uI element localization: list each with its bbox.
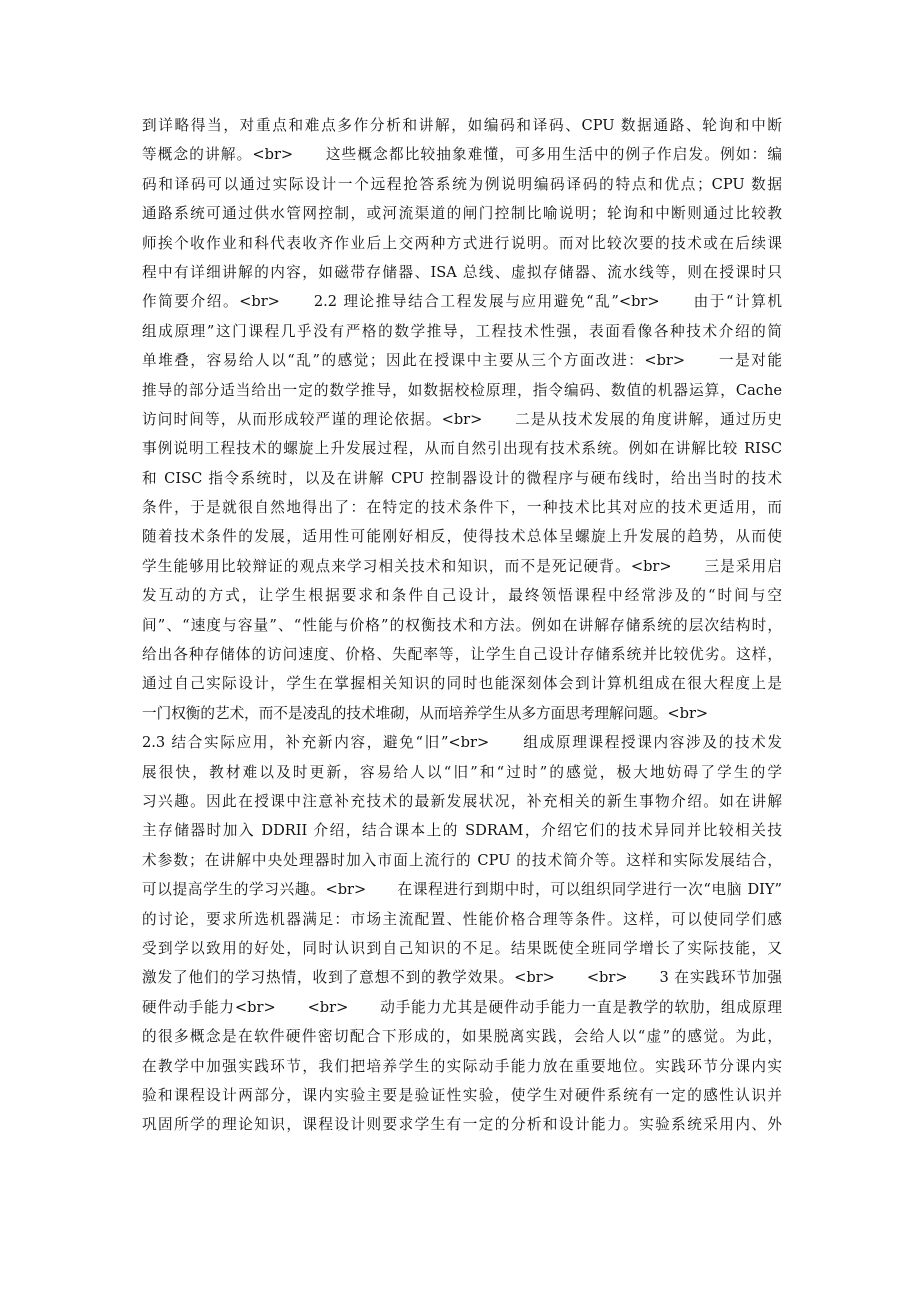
text-line: 到详略得当，对重点和难点多作分析和讲解，如编码和译码、CPU 数据通路、轮询和中断: [142, 117, 782, 134]
document-body: [142, 111, 782, 1140]
text-line: 码和译码可以通过实际设计一个远程抢答系统为例说明编码译码的特点和优点；CPU 数据: [142, 175, 782, 193]
text-line: 硬件动手能力<br> <br> 动手能力尤其是硬件动手能力一直是教学的软肋，组成原理: [142, 998, 782, 1016]
text-line: 等概念的讲解。<br> 这些概念都比较抽象难懂，可多用生活中的例子作启发。例如：编: [142, 146, 782, 164]
text-line: 师挨个收作业和科代表收齐作业后上交两种方式进行说明。而对比较次要的技术或在后续课: [142, 234, 782, 252]
text-line: 间”、“速度与容量”、“性能与价格”的权衡技术和方法。例如在讲解存储系统的层次结构时，: [142, 616, 782, 634]
text-line: 推导的部分适当给出一定的数学推导，如数据校检原理，指令编码、数值的机器运算，Cache: [142, 381, 782, 399]
text-line: 激发了他们的学习热情，收到了意想不到的教学效果。<br> <br> 3 在实践环节加强: [142, 969, 782, 987]
text-line: 受到学以致用的好处，同时认识到自己知识的不足。结果既使全班同学增长了实际技能，又: [142, 939, 782, 957]
text-line: 作简要介绍。<br> 2.2 理论推导结合工程发展与应用避免“乱”<br> 由于“计算机: [142, 293, 782, 311]
text-line: 程中有详细讲解的内容，如磁带存储器、ISA 总线、虚拟存储器、流水线等，则在授课时只: [142, 263, 782, 281]
text-line: 的讨论，要求所选机器满足：市场主流配置、性能价格合理等条件。这样，可以使同学们感: [142, 910, 782, 928]
text-line: 给出各种存储体的访问速度、价格、失配率等，让学生自己设计存储系统并比较优劣。这样，: [142, 646, 782, 664]
text-line: 习兴趣。因此在授课中注意补充技术的最新发展状况，补充相关的新生事物介绍。如在讲解: [142, 792, 782, 810]
text-line: 和 CISC 指令系统时，以及在讲解 CPU 控制器设计的微程序与硬布线时，给出当时的技术: [142, 469, 782, 487]
text-line: 事例说明工程技术的螺旋上升发展过程，从而自然引出现有技术系统。例如在讲解比较 RISC: [142, 440, 782, 458]
text-line: 单堆叠，容易给人以“乱”的感觉；因此在授课中主要从三个方面改进：<br> 一是对能: [142, 352, 782, 370]
text-line: 巩固所学的理论知识，课程设计则要求学生有一定的分析和设计能力。实验系统采用内、外: [142, 1116, 782, 1134]
text-line: 学生能够用比较辩证的观点来学习相关技术和知识，而不是死记硬背。<br> 三是采用启: [142, 557, 782, 575]
text-line: 术参数；在讲解中央处理器时加入市面上流行的 CPU 的技术简介等。这样和实际发展结合，: [142, 851, 782, 869]
text-line: 组成原理”这门课程几乎没有严格的数学推导，工程技术性强，表面看像各种技术介绍的简: [142, 322, 782, 340]
text-line: 一门权衡的艺术，而不是凌乱的技术堆砌，从而培养学生从多方面思考理解问题。<br>: [142, 704, 709, 722]
text-line: 的很多概念是在软件硬件密切配合下形成的，如果脱离实践，会给人以“虚”的感觉。为此，: [142, 1028, 782, 1046]
text-line: 在教学中加强实践环节，我们把培养学生的实际动手能力放在重要地位。实践环节分课内实: [142, 1057, 782, 1075]
text-line: 验和课程设计两部分，课内实验主要是验证性实验，使学生对硬件系统有一定的感性认识并: [142, 1086, 782, 1104]
text-line: 随着技术条件的发展，适用性可能刚好相反，使得技术总体呈螺旋上升发展的趋势，从而使: [142, 528, 782, 546]
text-line: 通过自己实际设计，学生在掌握相关知识的同时也能深刻体会到计算机组成在很大程度上是: [142, 675, 782, 693]
text-line: 可以提高学生的学习兴趣。<br> 在课程进行到期中时，可以组织同学进行一次“电脑 DIY”: [142, 881, 782, 899]
text-line: 2.3 结合实际应用，补充新内容，避免“旧”<br> 组成原理课程授课内容涉及的技术发: [142, 734, 782, 752]
text-line: 条件，于是就很自然地得出了：在特定的技术条件下，一种技术比其对应的技术更适用，而: [142, 499, 782, 517]
text-line: 主存储器时加入 DDRII 介绍，结合课本上的 SDRAM，介绍它们的技术异同并比较相关技: [142, 822, 782, 840]
text-line: 访问时间等，从而形成较严谨的理论依据。<br> 二是从技术发展的角度讲解，通过历史: [142, 410, 782, 428]
text-line: 展很快，教材难以及时更新，容易给人以“旧”和“过时”的感觉，极大地妨碍了学生的学: [142, 763, 782, 781]
text-line: 通路系统可通过供水管网控制，或河流渠道的闸门控制比喻说明；轮询和中断则通过比较教: [142, 205, 782, 223]
text-line: 发互动的方式，让学生根据要求和条件自己设计，最终领悟课程中经常涉及的“时间与空: [142, 587, 782, 605]
